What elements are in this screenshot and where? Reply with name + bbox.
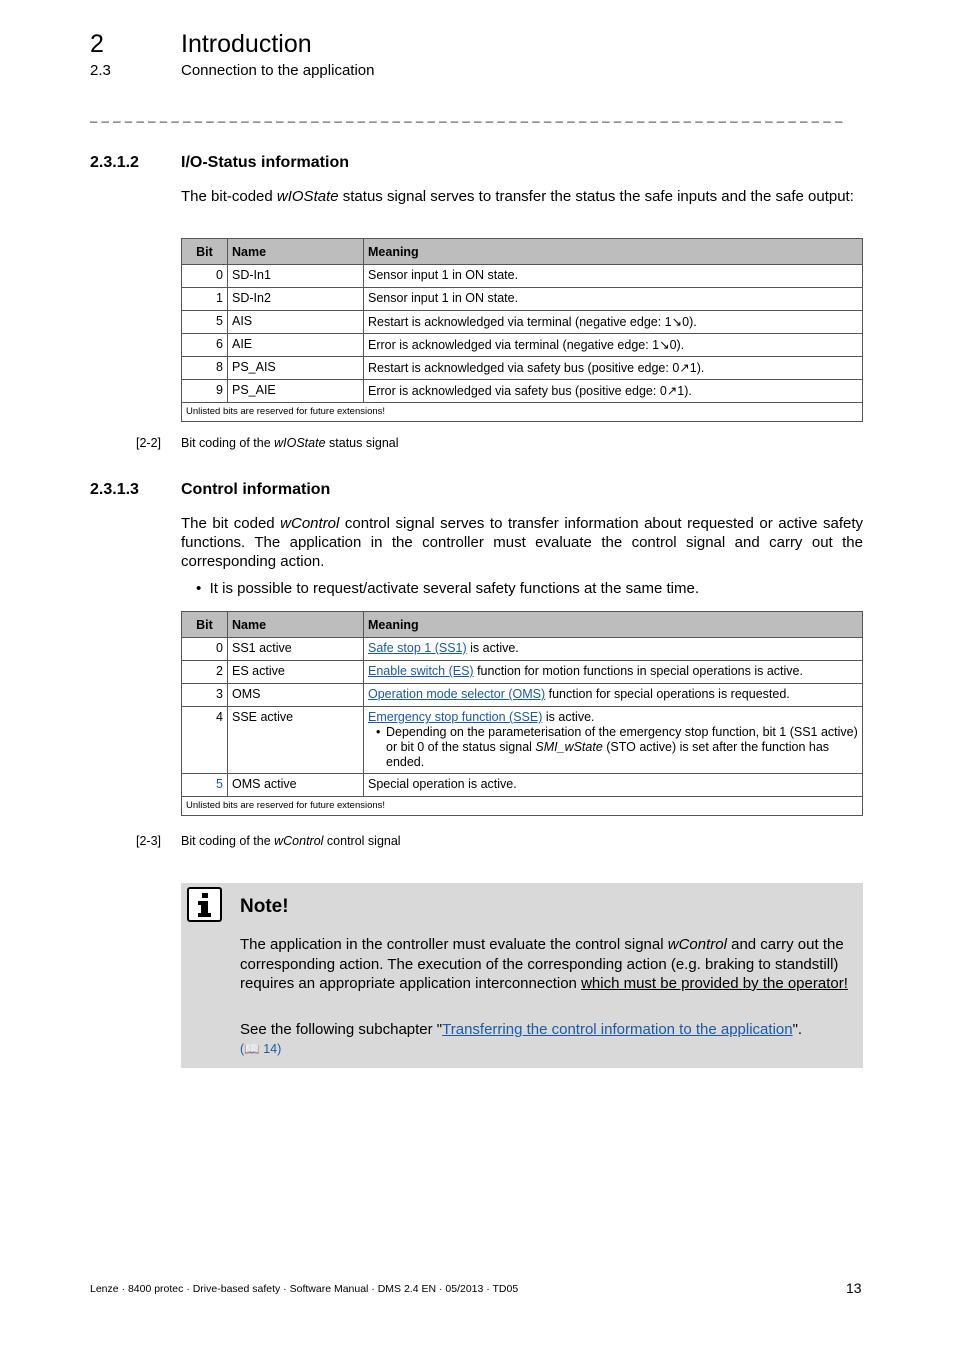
table-row [182,684,863,707]
name-cell: PS_AIE [228,380,364,403]
table-row [182,638,863,661]
name-cell: SSE active [228,707,364,774]
bullet-icon: • [376,725,381,739]
name-cell: SD-In2 [228,288,364,311]
meaning-cell: Safe stop 1 (SS1) is active. [364,638,863,661]
io-status-heading-number: 2.3.1.2 [90,154,139,171]
column-header-bit: Bit [182,239,228,265]
meaning-cell: Sensor input 1 in ON state. [364,265,863,288]
bit-cell: 6 [182,334,228,357]
table-row [182,774,863,797]
name-cell: AIS [228,311,364,334]
section-title: Connection to the application [181,62,375,79]
name-cell: PS_AIS [228,357,364,380]
figure-number: [2-2] [136,436,162,450]
table-row [182,357,863,380]
table-row [182,380,863,403]
table-row [182,334,863,357]
bit-cell: 4 [182,707,228,774]
column-header-bit: Bit [182,612,228,638]
sub-bullet: • Depending on the parameterisation of the emergency stop function, bit 1 (SS1 active) or bit 0 of the status signal SMI_wState (STO active) is set after the function has ended. [376,725,858,769]
figure-number: [2-3] [136,834,162,848]
bit-cell: 2 [182,661,228,684]
link-enable-switch[interactable]: Enable switch (ES) [368,664,474,678]
link-operation-mode-selector[interactable]: Operation mode selector (OMS) [368,687,546,701]
note-title: Note! [240,896,289,917]
control-heading-number: 2.3.1.3 [90,481,139,498]
name-cell: SD-In1 [228,265,364,288]
table-footnote: Unlisted bits are reserved for future extensions! [182,403,863,422]
meaning-cell: Sensor input 1 in ON state. [364,288,863,311]
figure-caption: Bit coding of the wControl control signal [181,834,401,848]
note-paragraph: The application in the controller must evaluate the control signal wControl and carry out the corresponding action. The execution of the corresponding action (e.g. braking to standstill) requires an appropriate application interconnection which must be provided by the operator! [240,936,848,992]
bit-cell: 1 [182,288,228,311]
bit-cell: 5 [182,311,228,334]
bit-cell: 9 [182,380,228,403]
info-icon [187,887,222,922]
bit-cell: 8 [182,357,228,380]
column-header-name: Name [228,612,364,638]
table-row [182,265,863,288]
signal-name: wIOState [276,188,339,205]
meaning-cell: Operation mode selector (OMS) function for special operations is requested. [364,684,863,707]
column-header-meaning: Meaning [364,239,863,265]
bit-cell: 5 [182,774,228,797]
footer-text: Lenze · 8400 protec · Drive-based safety · Software Manual · DMS 2.4 EN · 05/2013 · TD05 [90,1283,519,1295]
name-cell: OMS active [228,774,364,797]
meaning-cell: Restart is acknowledged via safety bus (positive edge: 0↗1). [364,357,863,380]
bit-cell: 3 [182,684,228,707]
meaning-cell: Error is acknowledged via safety bus (positive edge: 0↗1). [364,380,863,403]
table-row [182,311,863,334]
table-footnote-row [182,403,863,422]
table-row [182,288,863,311]
table-footnote-row [182,797,863,816]
bit-cell: 0 [182,265,228,288]
name-cell: SS1 active [228,638,364,661]
meaning-cell: Restart is acknowledged via terminal (negative edge: 1↘0). [364,311,863,334]
meaning-cell: Special operation is active. [364,774,863,797]
column-header-meaning: Meaning [364,612,863,638]
bullet-icon: • [196,580,202,597]
page-number: 13 [846,1280,862,1296]
table-row [182,707,863,774]
control-table [181,611,863,816]
io-status-intro: The bit-coded wIOState status signal serves to transfer the status the safe inputs and the safe output: [181,188,854,205]
signal-name: wControl [280,515,340,532]
meaning-cell: Error is acknowledged via terminal (negative edge: 1↘0). [364,334,863,357]
io-status-table [181,238,863,422]
table-row [182,661,863,684]
control-intro: The bit coded wControl control signal serves to transfer information about requested or active safety functions. The application in the controller must evaluate the control signal and carry out the corresponding action. [181,515,864,570]
name-cell: ES active [228,661,364,684]
bullet-item: • It is possible to request/activate several safety functions at the same time. [196,580,700,597]
book-icon: 📖 [244,1042,260,1056]
name-cell: AIE [228,334,364,357]
chapter-title: Introduction [181,30,312,58]
header-separator: _ _ _ _ _ _ _ _ _ _ _ _ _ _ _ _ _ _ _ _ _ _ _ _ _ _ _ _ _ _ _ _ _ _ _ _ _ _ _ _ _ _ _ _ _ _ _ _ _ _ _ _ _ _ _ _ _ _ _ _ _ _ _ _ _ [90,108,843,123]
figure-caption: Bit coding of the wIOState status signal [181,436,399,450]
io-status-heading: I/O-Status information [181,154,349,171]
table-footnote: Unlisted bits are reserved for future extensions! [182,797,863,816]
meaning-cell: Enable switch (ES) function for motion functions in special operations is active. [364,661,863,684]
column-header-name: Name [228,239,364,265]
page-reference-link[interactable]: (📖 14) [240,1042,282,1056]
control-heading: Control information [181,481,331,498]
chapter-number: 2 [90,30,104,58]
meaning-cell: Emergency stop function (SSE) is active. • Depending on the parameterisation of the emergency stop function, bit 1 (SS1 active) or bit 0 of the status signal SMI_wState (STO active) is set after the function has ended. [364,707,863,774]
link-safe-stop-1[interactable]: Safe stop 1 (SS1) [368,641,467,655]
note-see-also: See the following subchapter "Transferring the control information to the application". [240,1021,803,1038]
bit-cell: 0 [182,638,228,661]
link-transferring-control-information[interactable]: Transferring the control information to the application [442,1021,793,1038]
section-number: 2.3 [90,62,111,79]
name-cell: OMS [228,684,364,707]
link-emergency-stop[interactable]: Emergency stop function (SSE) [368,710,543,724]
